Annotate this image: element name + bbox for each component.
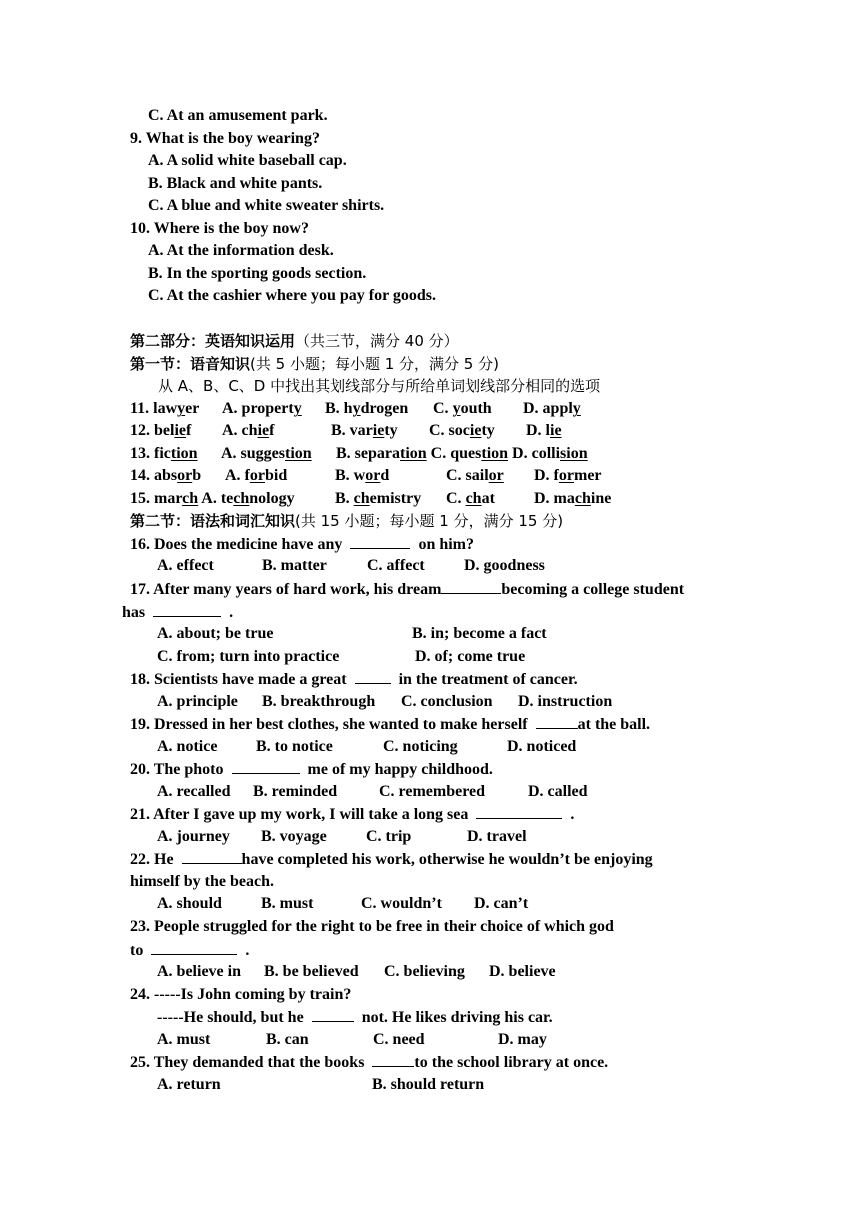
q22-stem: 22. He have completed his work, otherwise he wouldn’t be enjoying <box>130 851 653 868</box>
q17-option-b: B. in; become a fact <box>412 625 547 642</box>
answer-blank <box>536 714 578 729</box>
q18-option-d: D. instruction <box>518 693 613 710</box>
q20-stem: 20. The photo me of my happy childhood. <box>130 761 493 778</box>
q20-option-a: A. recalled <box>157 783 231 800</box>
q15-option-d: D. machine <box>534 490 612 507</box>
q17-stem-cont: has . <box>122 604 234 621</box>
q24-option-b: B. can <box>266 1031 309 1048</box>
q22-option-a: A. should <box>157 895 222 912</box>
section1-heading <box>130 354 499 375</box>
q14-word: 14. absorb <box>130 467 202 484</box>
q23-option-a: A. believe in <box>157 963 241 980</box>
answer-blank <box>441 579 501 594</box>
q25-stem: 25. They demanded that the books to the school library at once. <box>130 1054 609 1071</box>
q19-option-c: C. noticing <box>383 738 458 755</box>
q21-option-b: B. voyage <box>261 828 327 845</box>
answer-blank <box>153 602 221 617</box>
q11-option-d: D. apply <box>523 400 581 417</box>
section1-title: 第一节：语音知识 <box>130 355 251 373</box>
q18-stem: 18. Scientists have made a great in the treatment of cancer. <box>130 671 578 688</box>
q18-option-a: A. principle <box>157 693 238 710</box>
q19-option-a: A. notice <box>157 738 218 755</box>
section2-title: 第二节：语法和词汇知识 <box>130 512 296 530</box>
q11-word: 11. lawyer <box>130 400 200 417</box>
q21-option-c: C. trip <box>366 828 412 845</box>
q14-option-c: C. sailor <box>446 467 504 484</box>
q18-option-b: B. breakthrough <box>262 693 376 710</box>
q24-option-d: D. may <box>498 1031 547 1048</box>
q16-option-b: B. matter <box>262 557 327 574</box>
q23-option-d: D. believe <box>489 963 556 980</box>
q22-option-c: C. wouldn’t <box>361 895 442 912</box>
q10-option-c: C. At the cashier where you pay for goods. <box>148 287 436 304</box>
q12-option-c: C. society <box>429 422 495 439</box>
q12-word: 12. belief <box>130 422 192 439</box>
q12-option-b: B. variety <box>331 422 398 439</box>
q20-option-c: C. remembered <box>379 783 486 800</box>
q9-stem: 9. What is the boy wearing? <box>130 130 320 147</box>
q22-option-b: B. must <box>261 895 314 912</box>
q22-stem-cont: himself by the beach. <box>130 873 274 890</box>
answer-blank <box>232 759 300 774</box>
q21-stem: 21. After I gave up my work, I will take a long sea . <box>130 806 575 823</box>
q23-stem: 23. People struggled for the right to be free in their choice of which god <box>130 918 614 935</box>
q17-option-d: D. of; come true <box>415 648 526 665</box>
answer-blank <box>355 669 391 684</box>
q17-option-c: C. from; turn into practice <box>157 648 340 665</box>
q9-option-b: B. Black and white pants. <box>148 175 323 192</box>
q21-option-a: A. journey <box>157 828 230 845</box>
q23-option-b: B. be believed <box>264 963 359 980</box>
q16-stem: 16. Does the medicine have any on him? <box>130 536 475 553</box>
q14-option-d: D. former <box>534 467 602 484</box>
q13-options-b-c-d: B. separation C. question D. collision <box>336 445 588 462</box>
section2-heading <box>130 511 563 532</box>
q10-option-a: A. At the information desk. <box>148 242 334 259</box>
q13-word: 13. fiction <box>130 445 198 462</box>
q15-word-and-option-a: 15. march A. technology <box>130 490 295 507</box>
q11-option-a: A. property <box>222 400 302 417</box>
q10-option-b: B. In the sporting goods section. <box>148 265 367 282</box>
q23-stem-cont: to . <box>130 942 250 959</box>
answer-blank <box>350 534 410 549</box>
answer-blank <box>476 804 562 819</box>
q16-option-c: C. affect <box>367 557 425 574</box>
q17-option-a: A. about; be true <box>157 625 274 642</box>
q12-option-a: A. chief <box>222 422 275 439</box>
q25-option-a: A. return <box>157 1076 221 1093</box>
q20-option-b: B. reminded <box>253 783 338 800</box>
q16-option-a: A. effect <box>157 557 214 574</box>
q14-option-b: B. word <box>335 467 390 484</box>
part2-title-note: （共三节，满分 40 分） <box>295 332 459 350</box>
q23-option-c: C. believing <box>384 963 465 980</box>
q19-option-d: D. noticed <box>507 738 577 755</box>
q24-stem: 24. -----Is John coming by train? <box>130 986 352 1003</box>
q9-option-c: C. A blue and white sweater shirts. <box>148 197 385 214</box>
q11-option-b: B. hydrogen <box>325 400 409 417</box>
q19-stem: 19. Dressed in her best clothes, she wanted to make herself at the ball. <box>130 716 651 733</box>
q24-option-c: C. need <box>373 1031 425 1048</box>
answer-blank <box>182 849 242 864</box>
part2-title: 第二部分：英语知识运用 <box>130 332 296 350</box>
q8-option-c: C. At an amusement park. <box>148 107 328 124</box>
q14-option-a: A. forbid <box>225 467 288 484</box>
section2-note: (共 15 小题；每小题 1 分，满分 15 分) <box>295 512 564 530</box>
answer-blank <box>312 1007 354 1022</box>
q24-dialogue: -----He should, but he not. He likes driving his car. <box>157 1009 553 1026</box>
q10-stem: 10. Where is the boy now? <box>130 220 309 237</box>
q16-option-d: D. goodness <box>464 557 545 574</box>
q22-option-d: D. can’t <box>474 895 529 912</box>
q15-option-b: B. chemistry <box>335 490 422 507</box>
q11-option-c: C. youth <box>433 400 492 417</box>
q13-option-a: A. suggestion <box>221 445 312 462</box>
answer-blank <box>372 1052 414 1067</box>
section1-instruction: 从 A、B、C、D 中找出其划线部分与所给单词划线部分相同的选项 <box>158 377 601 395</box>
q24-option-a: A. must <box>157 1031 211 1048</box>
q19-option-b: B. to notice <box>256 738 333 755</box>
q15-option-c: C. chat <box>446 490 495 507</box>
part2-heading <box>130 331 459 352</box>
q21-option-d: D. travel <box>467 828 527 845</box>
q18-option-c: C. conclusion <box>401 693 493 710</box>
answer-blank <box>151 940 237 955</box>
q12-option-d: D. lie <box>526 422 562 439</box>
q25-option-b: B. should return <box>372 1076 485 1093</box>
section1-note: (共 5 小题；每小题 1 分，满分 5 分) <box>250 355 499 373</box>
q17-stem: 17. After many years of hard work, his dream becoming a college student <box>130 581 685 598</box>
q20-option-d: D. called <box>528 783 588 800</box>
q9-option-a: A. A solid white baseball cap. <box>148 152 347 169</box>
